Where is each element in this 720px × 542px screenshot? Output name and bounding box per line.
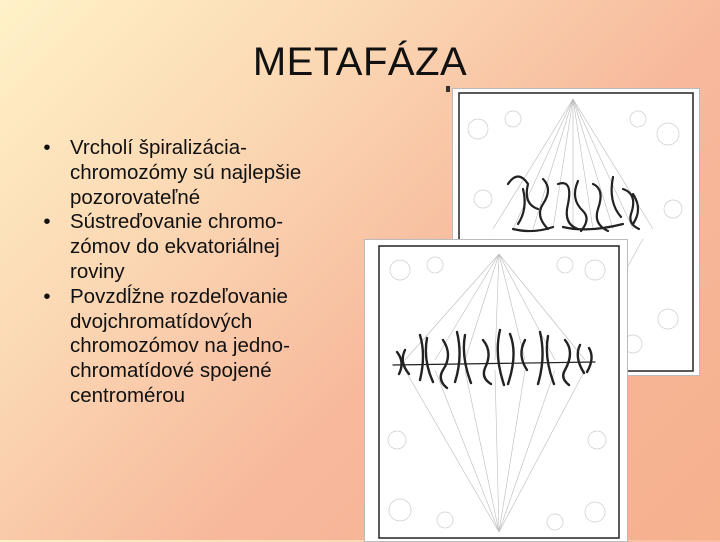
bullet-line: chromozómov na jedno- bbox=[70, 334, 290, 358]
bullet-line: zómov do ekvatoriálnej bbox=[70, 235, 280, 259]
bullet-line: dvojchromatídových bbox=[70, 309, 253, 333]
bullet-line: Vrcholí špiralizácia- bbox=[70, 136, 247, 159]
bullet-marker: • bbox=[43, 210, 51, 234]
cell-drawing-bottom bbox=[365, 240, 627, 541]
bullet-line: pozorovateľné bbox=[70, 185, 201, 209]
bullet-marker: • bbox=[43, 136, 51, 159]
metaphase-plate-cell bbox=[364, 239, 628, 542]
bullet-line: Sústreďovanie chromo- bbox=[70, 210, 284, 234]
bullet-line: centromérou bbox=[70, 383, 186, 407]
slide-title: METAFÁZA bbox=[252, 40, 468, 84]
bullet-list bbox=[40, 136, 360, 409]
bullet-item bbox=[40, 210, 360, 284]
bullet-marker: • bbox=[43, 284, 51, 308]
bullet-line: roviny bbox=[70, 259, 125, 283]
cell-outline bbox=[379, 246, 619, 538]
bullet-line: Povzdĺžne rozdeľovanie bbox=[70, 284, 288, 308]
bullet-line: chromozómy sú najlepšie bbox=[70, 160, 302, 184]
bullet-line: chromatídové spojené bbox=[70, 359, 272, 383]
bullet-item bbox=[40, 136, 360, 210]
bullet-item bbox=[40, 285, 360, 409]
title-rule bbox=[446, 86, 450, 92]
